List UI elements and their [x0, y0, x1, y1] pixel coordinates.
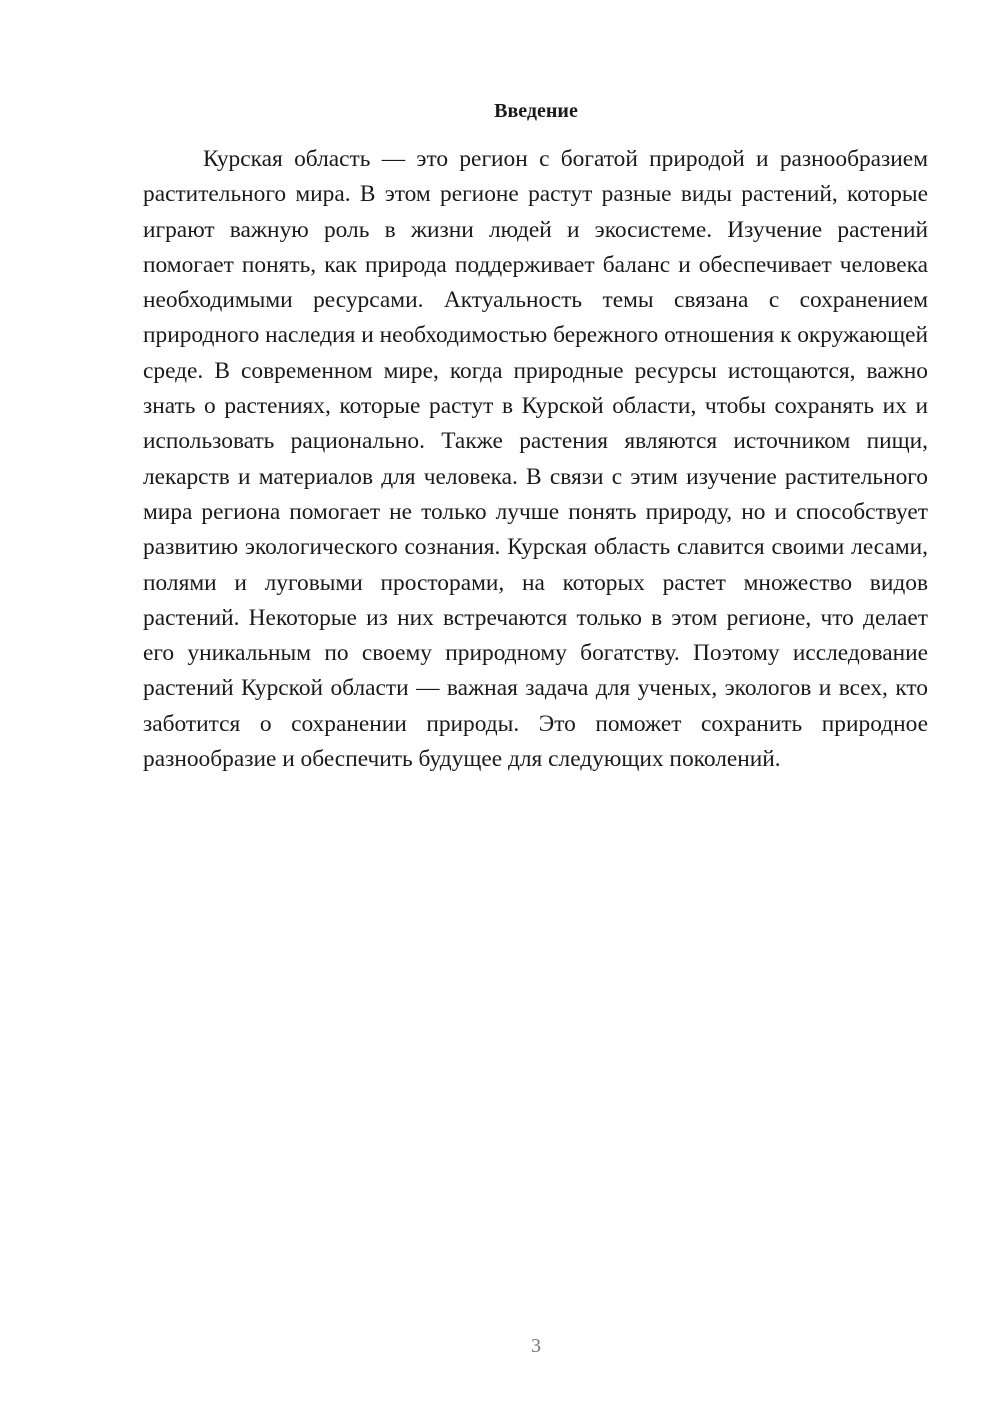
section-heading: Введение — [494, 100, 578, 122]
body-paragraph: Курская область — это регион с богатой природой и разнообразием растительного мира. В этом регионе растут разные виды растений, которые играют важную роль в жизни людей и экосистеме. Изучение растений помогает понять, как природа поддерживает баланс и обеспечивает человека необходимыми ресурсами. Актуальность темы связана с сохранением природного наследия и необходимостью бережного отношения к окружающей среде. В современном мире, когда природные ресурсы истощаются, важно знать о растениях, которые растут в Курской области, чтобы сохранять их и использовать рационально. Также растения являются источником пищи, лекарств и материалов для человека. В связи с этим изучение растительного мира региона помогает не только лучше понять природу, но и способствует развитию экологического сознания. Курская область славится своими лесами, полями и луговыми просторами, на которых растет множество видов растений. Некоторые из них встречаются только в этом регионе, что делает его уникальным по своему природному богатству. Поэтому исследование растений Курской области — важная задача для ученых, экологов и всех, кто заботится о сохранении природы. Это поможет сохранить природное разнообразие и обеспечить будущее для следующих поколений. — [143, 146, 928, 773]
page-number: 3 — [531, 1335, 541, 1357]
